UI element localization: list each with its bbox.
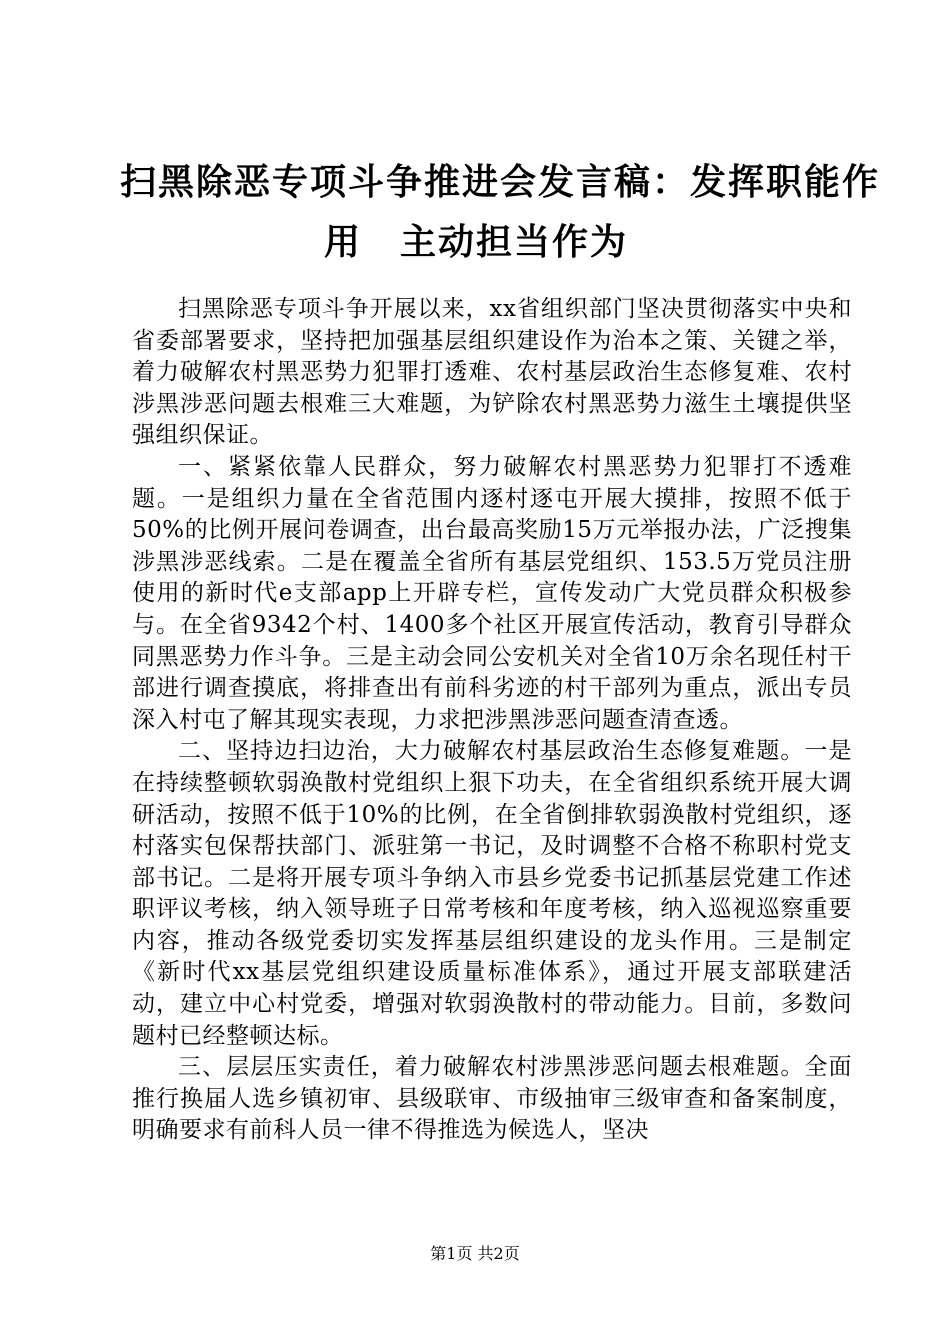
document-title-line-2: 用 主动担当作为 xyxy=(323,222,628,263)
page-footer: 第1页 共2页 xyxy=(430,1244,520,1263)
document-title-line-1: 扫黑除恶专项斗争推进会发言稿：发挥职能作 xyxy=(120,162,881,203)
paragraph-section-2: 二、坚持边扫边治，大力破解农村基层政治生态修复难题。一是在持续整顿软弱涣散村党组织上狠下功夫，在全省组织系统开展大调研活动，按照不低于10%的比例，在全省倒排软弱涣散村党组织，逐村落实包保帮扶部门、派驻第一书记，及时调整不合格不称职村党支部书记。二是将开展专项斗争纳入市县乡党委书记抓基层党建工作述职评议考核，纳入领导班子日常考核和年度考核，纳入巡视巡察重要内容，推动各级党委切实发挥基层组织建设的龙头作用。三是制定《新时代xx基层党组织建设质量标准体系》，通过开展支部联建活动，建立中心村党委，增强对软弱涣散村的带动能力。目前，多数问题村已经整顿达标。 xyxy=(132,738,852,1049)
paragraph-section-1: 一、紧紧依靠人民群众，努力破解农村黑恶势力犯罪打不透难题。一是组织力量在全省范围内逐村逐屯开展大摸排，按照不低于50%的比例开展问卷调查，出台最高奖励15万元举报办法，广泛搜集涉黑涉恶线索。二是在覆盖全省所有基层党组织、153.5万党员注册使用的新时代e支部app上开辟专栏，宣传发动广大党员群众积极参与。在全省9342个村、1400多个社区开展宣传活动，教育引导群众同黑恶势力作斗争。三是主动会同公安机关对全省10万余名现任村干部进行调查摸底，将排查出有前科劣迹的村干部列为重点，派出专员深入村屯了解其现实表现，力求把涉黑涉恶问题查清查透。 xyxy=(132,453,852,733)
paragraph-section-3: 三、层层压实责任，着力破解农村涉黑涉恶问题去根难题。全面推行换届人选乡镇初审、县级联审、市级抽审三级审查和备案制度，明确要求有前科人员一律不得推选为候选人，坚决 xyxy=(132,1054,852,1144)
document-body xyxy=(132,294,852,1147)
paragraph-intro: 扫黑除恶专项斗争开展以来，xx省组织部门坚决贯彻落实中央和省委部署要求，坚持把加强基层组织建设作为治本之策、关键之举，着力破解农村黑恶势力犯罪打透难、农村基层政治生态修复难、农村涉黑涉恶问题去根难三大难题，为铲除农村黑恶势力滋生土壤提供坚强组织保证。 xyxy=(132,296,852,449)
